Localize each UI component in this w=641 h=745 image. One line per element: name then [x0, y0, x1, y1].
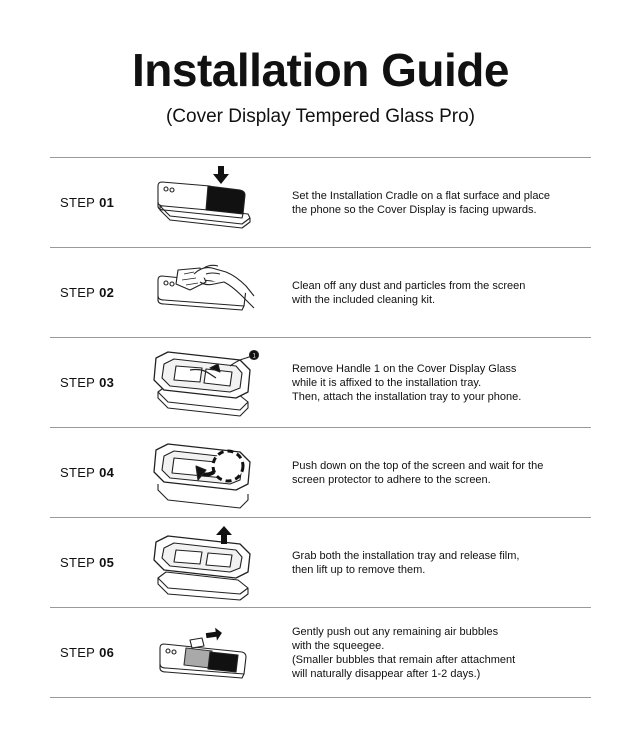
hand-cleaning-screen-icon: [150, 252, 260, 333]
step-label: [60, 608, 114, 697]
step-description: [292, 608, 582, 697]
step-description: [292, 338, 582, 427]
step-text-line: Clean off any dust and particles from the screen: [292, 279, 526, 292]
step-word: STEP: [60, 555, 96, 570]
step-description: [292, 248, 582, 337]
step-label: [60, 518, 114, 607]
step-01: [50, 157, 591, 247]
step-word: STEP: [60, 195, 96, 210]
step-text-line: while it is affixed to the installation tray.: [292, 376, 482, 389]
step-text-line: Then, attach the installation tray to your phone.: [292, 390, 522, 403]
step-word: STEP: [60, 375, 96, 390]
step-label: [60, 158, 114, 247]
step-text-line: Grab both the installation tray and release film,: [292, 549, 520, 562]
lift-tray-arrow-up-icon: [150, 522, 260, 603]
phone-on-cradle-arrow-down-icon: [150, 162, 260, 243]
step-description: [292, 518, 582, 607]
step-number: 04: [99, 465, 115, 480]
step-number: 05: [99, 555, 115, 570]
steps-list: [50, 157, 591, 698]
step-02: [50, 247, 591, 337]
step-number: 02: [99, 285, 115, 300]
step-05: [50, 517, 591, 607]
step-label: [60, 428, 114, 517]
step-03: [50, 337, 591, 427]
handle-badge: 1: [252, 353, 256, 360]
step-number: 06: [99, 645, 115, 660]
step-label: [60, 338, 114, 427]
step-number: 03: [99, 375, 115, 390]
step-description: [292, 428, 582, 517]
step-label: [60, 248, 114, 337]
step-text-line: the phone so the Cover Display is facing upwards.: [292, 203, 537, 216]
step-text-line: Push down on the top of the screen and wait for the: [292, 459, 544, 472]
squeegee-bubbles-icon: [150, 612, 260, 693]
step-word: STEP: [60, 465, 96, 480]
step-text-line: screen protector to adhere to the screen.: [292, 473, 491, 486]
step-text-line: with the included cleaning kit.: [292, 293, 436, 306]
step-06: [50, 607, 591, 698]
step-text-line: Set the Installation Cradle on a flat surface and place: [292, 189, 551, 202]
step-04: [50, 427, 591, 517]
page-subtitle: (Cover Display Tempered Glass Pro): [165, 106, 476, 127]
step-word: STEP: [60, 285, 96, 300]
remove-handle-tray-icon: [150, 342, 260, 423]
step-text-line: then lift up to remove them.: [292, 563, 426, 576]
page-title: Installation Guide: [132, 44, 509, 96]
step-description: [292, 158, 582, 247]
press-down-screen-icon: [150, 432, 260, 513]
step-text-line: with the squeegee.: [292, 639, 385, 652]
step-text-line: Gently push out any remaining air bubbles: [292, 625, 499, 638]
step-text-line: Remove Handle 1 on the Cover Display Glass: [292, 362, 517, 375]
step-text-line: (Smaller bubbles that remain after attachment: [292, 653, 516, 666]
step-word: STEP: [60, 645, 96, 660]
step-text-line: will naturally disappear after 1-2 days.): [292, 667, 481, 680]
step-number: 01: [99, 195, 115, 210]
